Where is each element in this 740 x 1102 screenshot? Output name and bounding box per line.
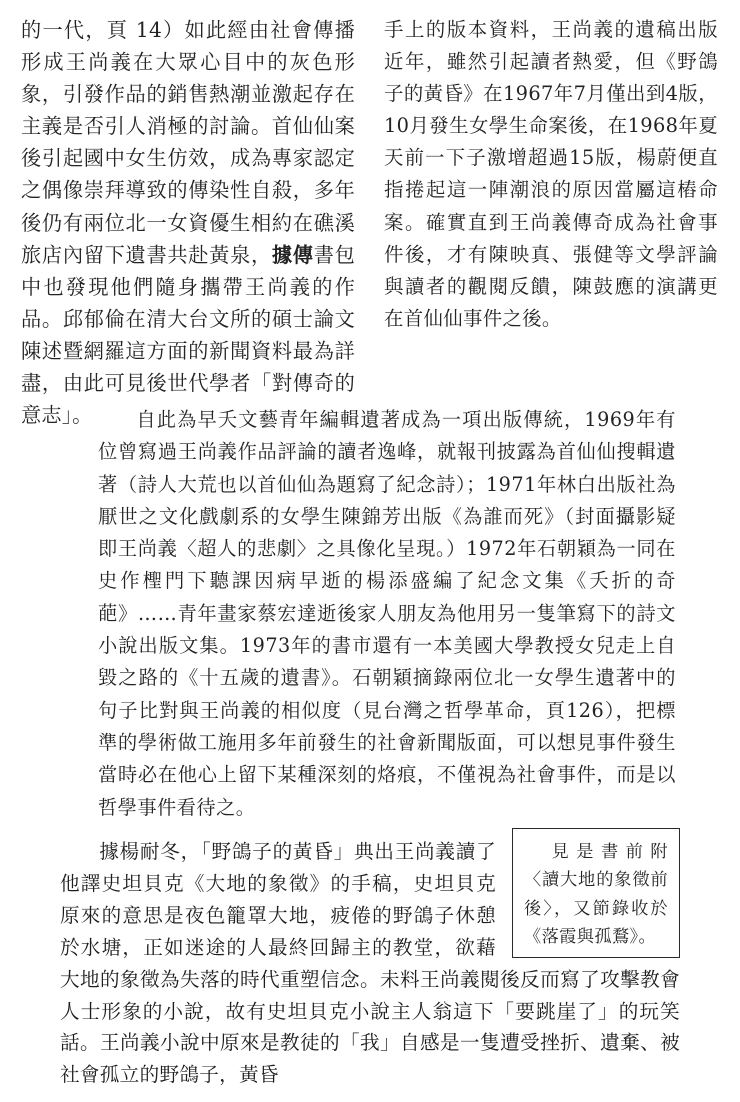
right-column-text: 手上的版本資料，王尚義的遺稿出版近年，雖然引起讀者熱愛，但《野鴿子的黃昏》在1967年7月僅出到4版，10月發生女學生命案後，在1968年夏天前一下子激增超過15版，楊蔚便直指捲起這一陣潮浪的原因當屬這樁命案。確實直到王尚義傳奇成為社會事件後，才有陳映真、張健等文學評論與讀者的觀閱反饋，陳鼓應的演講更在首仙仙事件之後。	[384, 18, 718, 330]
left-column-emphasis: 據傳	[271, 242, 314, 267]
top-two-column-band	[0, 0, 740, 428]
middle-paragraph	[98, 404, 676, 824]
note-box-text: 見是書前附〈讀大地的象徵前後〉，又節錄收於《落霞與孤鶩》。	[524, 842, 668, 948]
left-column-text-head: 的一代，頁 14）如此經由社會傳播形成王尚義在大眾心目中的灰色形象，引發作品的銷售熱潮並激起存在主義是否引人消極的討論。首仙仙案後引起國中女生仿效，成為專家認定之偶像崇拜導致的傳染性自殺，多年後仍有兩位北一女資優生相約在礁溪旅店內留下遺書共赴黃泉，	[21, 18, 355, 267]
right-column-paragraph	[384, 14, 718, 335]
left-column-text-tail: 書包中也發現他們隨身攜帶王尚義的作品。邱郁倫在清大台文所的碩士論文陳述暨網羅這方面的新聞資料最為詳盡，由此可見後世代學者「對傳奇的意志」。	[21, 242, 356, 428]
bottom-section	[60, 836, 680, 1086]
left-column-paragraph	[21, 14, 355, 431]
bottom-paragraph-text: 據楊耐冬，「野鴿子的黃昏」典出王尚義讀了他譯史坦貝克《大地的象徵》的手稿，史坦貝克原來的意思是夜色籠罩大地，疲倦的野鴿子休憩於水塘，正如迷途的人最終回歸主的教堂，欲藉大地的象徵為失落的時代重塑信念。未料王尚義閱後反而寫了攻擊教會人士形象的小說，故有史坦貝克小說主人翁這下「要跳崖了」的玩笑話。王尚義小說中原來是教徒的「我」自感是一隻遭受挫折、遺棄、被社會孤立的野鴿子，黃昏	[60, 840, 680, 1087]
note-box	[512, 828, 680, 958]
middle-paragraph-text: 自此為早夭文藝青年編輯遺著成為一項出版傳統，1969年有位曾寫過王尚義作品評論的讀者逸峰，就報刊披露為首仙仙搜輯遺著（詩人大荒也以首仙仙為題寫了紀念詩）；1971年林白出版社為厭世之文化戲劇系的女學生陳錦芳出版《為誰而死》（封面攝影疑即王尚義〈超人的悲劇〉之具像化呈現。）1972年石朝穎為一同在史作檉門下聽課因病早逝的楊添盛編了紀念文集《夭折的奇葩》……青年畫家蔡宏達逝後家人朋友為他用另一隻筆寫下的詩文小說出版文集。1973年的書市還有一本美國大學教授女兒走上自毀之路的《十五歲的遺書》。石朝穎摘錄兩位北一女學生遺著中的句子比對與王尚義的相似度（見台灣之哲學革命，頁126），把標準的學術做工施用多年前發生的社會新聞版面，可以想見事件發生當時必在他心上留下某種深刻的烙痕，不僅視為社會事件，而是以哲學事件看待之。	[98, 408, 676, 819]
